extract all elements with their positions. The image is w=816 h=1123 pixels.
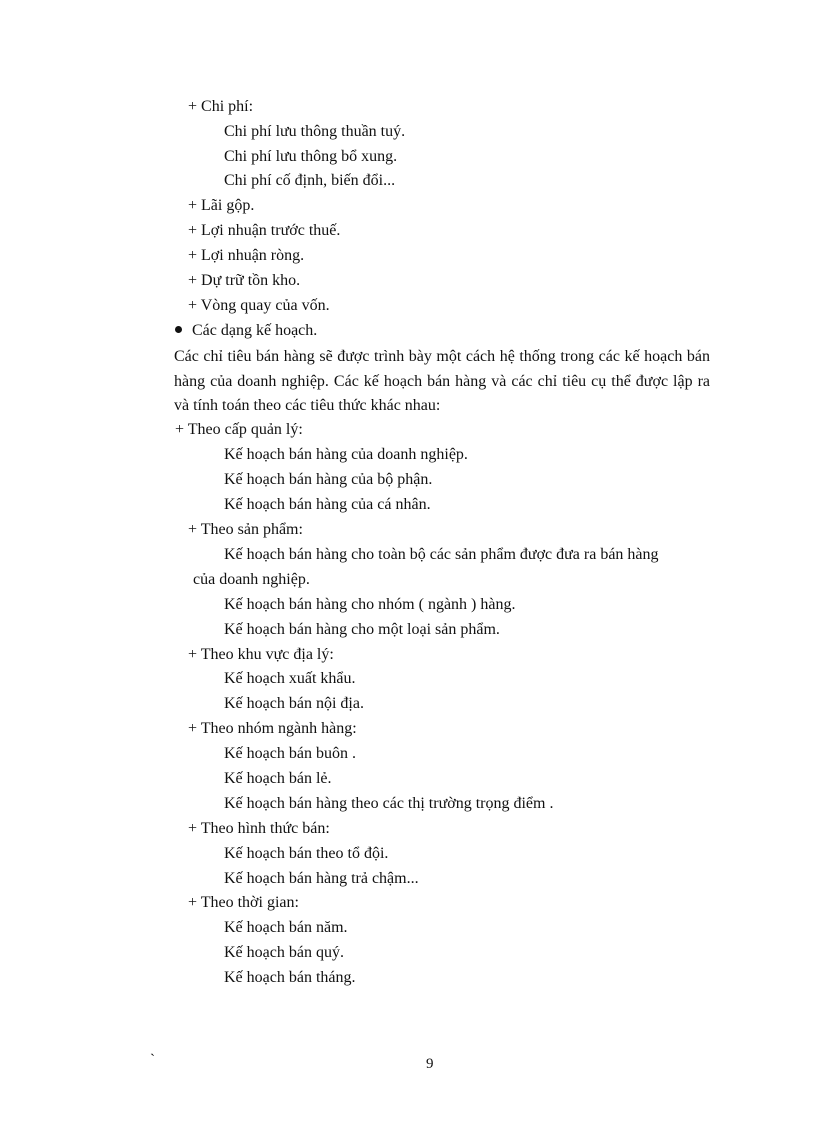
list-subitem: Kế hoạch bán tháng.: [224, 969, 356, 986]
list-subitem: Kế hoạch bán hàng của cá nhân.: [224, 496, 431, 513]
list-subitem: Kế hoạch bán hàng trả chậm...: [224, 870, 419, 887]
page-number: 9: [426, 1056, 434, 1072]
list-subitem: Chi phí lưu thông thuần tuý.: [224, 123, 406, 140]
list-item-lai-gop: + Lãi gộp.: [188, 197, 255, 214]
section-heading: + Theo sản phẩm:: [188, 521, 303, 538]
list-subitem: Kế hoạch bán nội địa.: [224, 695, 364, 712]
footer-mark: `: [150, 1052, 155, 1068]
body-paragraph: Các chỉ tiêu bán hàng sẽ được trình bày một cách hệ thống trong các kế hoạch bán hàng của doanh nghiệp. Các kế hoạch bán hàng và các chỉ tiêu cụ thể được lập ra và tính toán theo các tiêu thức khác nhau:: [174, 348, 710, 415]
list-item-chi-phi: + Chi phí:: [188, 98, 254, 115]
list-subitem: Kế hoạch bán theo tổ đội.: [224, 845, 389, 862]
list-subitem: Kế hoạch bán quý.: [224, 944, 344, 961]
list-item-vong-quay: + Vòng quay của vốn.: [188, 297, 330, 314]
bullet-heading-text: Các dạng kế hoạch.: [192, 322, 318, 339]
list-subitem: Kế hoạch bán hàng cho một loại sản phẩm.: [224, 621, 500, 638]
section-heading: + Theo thời gian:: [188, 894, 299, 911]
list-subitem: Kế hoạch bán hàng theo các thị trường trọng điểm .: [224, 795, 554, 812]
list-subitem: Kế hoạch xuất khẩu.: [224, 670, 356, 687]
list-subitem: Kế hoạch bán hàng cho toàn bộ các sản phẩm được đưa ra bán hàng: [224, 546, 659, 563]
bullet-heading: [175, 321, 317, 341]
list-subitem-continuation: của doanh nghiệp.: [193, 571, 310, 588]
list-subitem: Chi phí cố định, biến đổi...: [224, 172, 396, 189]
list-subitem: Kế hoạch bán hàng của doanh nghiệp.: [224, 446, 468, 463]
list-subitem: Kế hoạch bán lẻ.: [224, 770, 332, 787]
bullet-icon: [175, 326, 182, 333]
list-subitem: Kế hoạch bán hàng cho nhóm ( ngành ) hàng.: [224, 596, 516, 613]
section-heading: + Theo cấp quản lý:: [175, 421, 303, 438]
section-heading: + Theo nhóm ngành hàng:: [188, 720, 357, 737]
list-subitem: Kế hoạch bán hàng của bộ phận.: [224, 471, 433, 488]
list-subitem: Kế hoạch bán buôn .: [224, 745, 356, 762]
list-item-du-tru: + Dự trữ tồn kho.: [188, 272, 301, 289]
list-subitem: Chi phí lưu thông bổ xung.: [224, 148, 398, 165]
section-heading: + Theo khu vực địa lý:: [188, 646, 334, 663]
list-subitem: Kế hoạch bán năm.: [224, 919, 348, 936]
list-item-loi-nhuan-truoc-thue: + Lợi nhuận trước thuế.: [188, 222, 341, 239]
section-heading: + Theo hình thức bán:: [188, 820, 330, 837]
list-item-loi-nhuan-rong: + Lợi nhuận ròng.: [188, 247, 305, 264]
